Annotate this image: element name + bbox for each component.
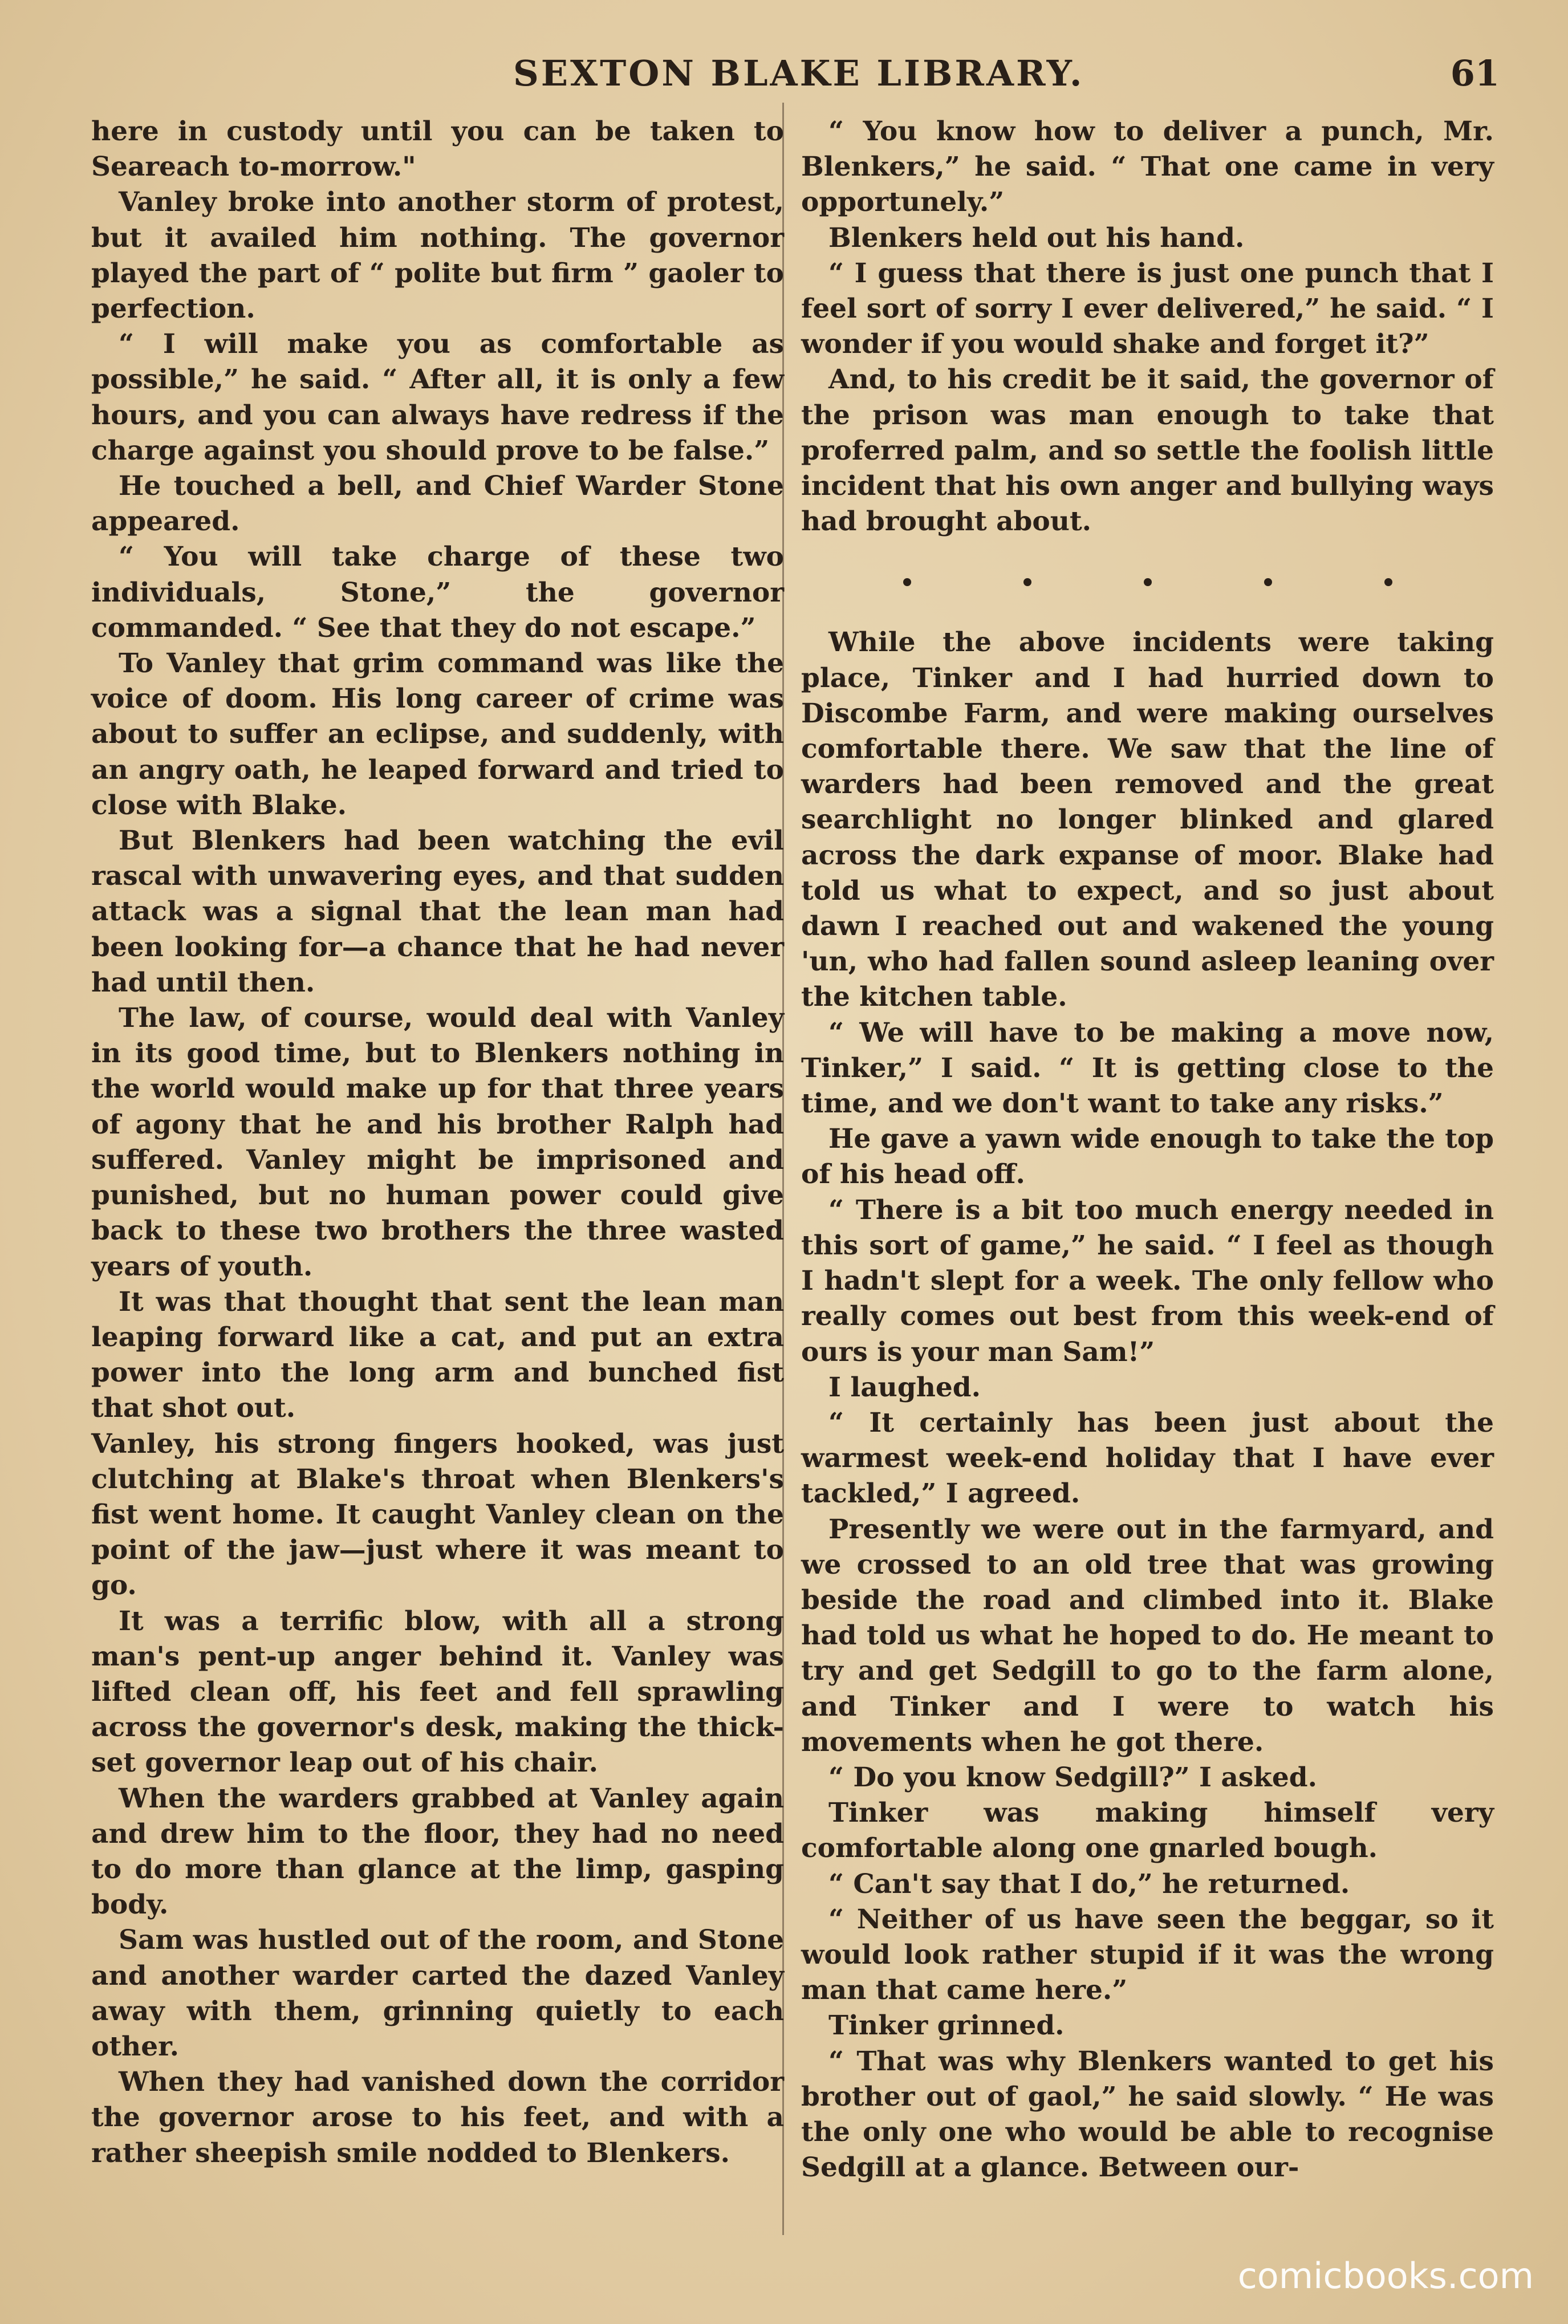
header-title: SEXTON BLAKE LIBRARY. (513, 52, 1084, 94)
paragraph: Sam was hustled out of the room, and Stone and another warder carted the dazed Vanley away with them, grinning quietly to each other. (91, 1924, 784, 2062)
paragraph: “ You will take charge of these two individuals, Stone,” the governor commanded. “ See that they do not escape.” (91, 541, 784, 644)
paragraph: “ It certainly has been just about the warmest week-end holiday that I have ever tackled,” I agreed. (801, 1407, 1494, 1510)
paragraph: Tinker grinned. (828, 2010, 1065, 2042)
paragraph: He gave a yawn wide enough to take the top of his head off. (801, 1123, 1494, 1191)
paragraph: But Blenkers had been watching the evil rascal with unwavering eyes, and that sudden attack was a signal that the lean man had been looking for—a chance that he had never had until then. (91, 825, 784, 998)
paragraph: “ We will have to be making a move now, Tinker,” I said. “ It is getting close to the time, and we don't want to take any risks.” (801, 1017, 1494, 1120)
right-column (801, 114, 1494, 2185)
paragraph: It was that thought that sent the lean man leaping forward like a cat, and put an extra power into the long arm and bunched fist that shot out. (91, 1286, 784, 1424)
break-dot (1384, 578, 1392, 586)
break-dot (1144, 578, 1152, 586)
paragraph: It was a terrific blow, with all a strong man's pent-up anger behind it. Vanley was lifted clean off, his feet and fell sprawling across the governor's desk, making the thick-set governor leap out of his chair. (91, 1605, 784, 1779)
paragraph: “ You know how to deliver a punch, Mr. Blenkers,” he said. “ That one came in very opportunely.” (801, 116, 1494, 218)
paragraph: While the above incidents were taking place, Tinker and I had hurried down to Discombe Farm, and were making ourselves comfortable there. We saw that the line of warders had been removed and the great searchlight no longer blinked and glared across the dark expanse of moor. Blake had told us what to expect, and so just about dawn I reached out and wakened the young 'un, who had fallen sound asleep leaning over the kitchen table. (801, 627, 1494, 1013)
paragraph: “ Can't say that I do,” he returned. (828, 1868, 1350, 1900)
paragraph: Vanley broke into another storm of protest, but it availed him nothing. The governor played the part of “ polite but firm ” gaoler to perfection. (91, 186, 784, 325)
paragraph: “ That was why Blenkers wanted to get his brother out of gaol,” he said slowly. “ He was the only one who would be able to recognise Sedgill at a glance. Between our- (801, 2045, 1494, 2184)
paragraph: Blenkers held out his hand. (828, 222, 1245, 254)
paragraph: “ There is a bit too much energy needed in this sort of game,” he said. “ I feel as though I hadn't slept for a week. The only fellow who really comes out best from this week-end of ours is your man Sam!” (801, 1194, 1494, 1368)
running-header (0, 52, 1568, 104)
section-break (801, 539, 1494, 625)
paragraph: here in custody until you can be taken to Seareach to-morrow." (91, 116, 784, 183)
paragraph: And, to his credit be it said, the governor of the prison was man enough to take that proferred palm, and so settle the foolish little incident that his own anger and bullying ways had brought about. (801, 364, 1494, 538)
paragraph: “ I guess that there is just one punch that I feel sort of sorry I ever delivered,” he said. “ I wonder if you would shake and forget it?” (801, 257, 1494, 360)
paragraph: “ I will make you as comfortable as possible,” he said. “ After all, it is only a few hours, and you can always have redress if the charge against you should prove to be false.” (91, 328, 784, 466)
left-column (91, 114, 784, 2171)
paragraph: When the warders grabbed at Vanley again and drew him to the floor, they had no need to do more than glance at the limp, gasping body. (91, 1782, 784, 1921)
paragraph: Vanley, his strong fingers hooked, was just clutching at Blake's throat when Blenkers's fist went home. It caught Vanley clean on the point of the jaw—just where it was meant to go. (91, 1428, 784, 1602)
break-dot (1023, 578, 1031, 586)
paragraph: I laughed. (828, 1371, 981, 1403)
paragraph: “ Do you know Sedgill?” I asked. (828, 1761, 1317, 1793)
paragraph: To Vanley that grim command was like the voice of doom. His long career of crime was about to suffer an eclipse, and suddenly, with an angry oath, he leaped forward and tried to close with Blake. (91, 648, 784, 821)
paragraph: “ Neither of us have seen the beggar, so it would look rather stupid if it was the wrong man that came here.” (801, 1903, 1494, 2006)
break-dot (1264, 578, 1272, 586)
paragraph: The law, of course, would deal with Vanley in its good time, but to Blenkers nothing in the world would make up for that three years of agony that he and his brother Ralph had suffered. Vanley might be imprisoned and punished, but no human power could give back to these two brothers the three wasted years of youth. (91, 1002, 784, 1282)
break-dot (903, 578, 911, 586)
page-number: 61 (1450, 52, 1500, 94)
paragraph: Tinker was making himself very comfortable along one gnarled bough. (801, 1797, 1494, 1864)
paragraph: He touched a bell, and Chief Warder Stone appeared. (91, 470, 784, 538)
paragraph: Presently we were out in the farmyard, and we crossed to an old tree that was growing beside the road and climbed into it. Blake had told us what he hoped to do. He meant to try and get Sedgill to go to the farm alone, and Tinker and I were to watch his movements when he got there. (801, 1513, 1494, 1758)
paragraph: When they had vanished down the corridor the governor arose to his feet, and with a rather sheepish smile nodded to Blenkers. (91, 2066, 784, 2169)
site-watermark: comicbooks.com (1237, 2255, 1534, 2297)
